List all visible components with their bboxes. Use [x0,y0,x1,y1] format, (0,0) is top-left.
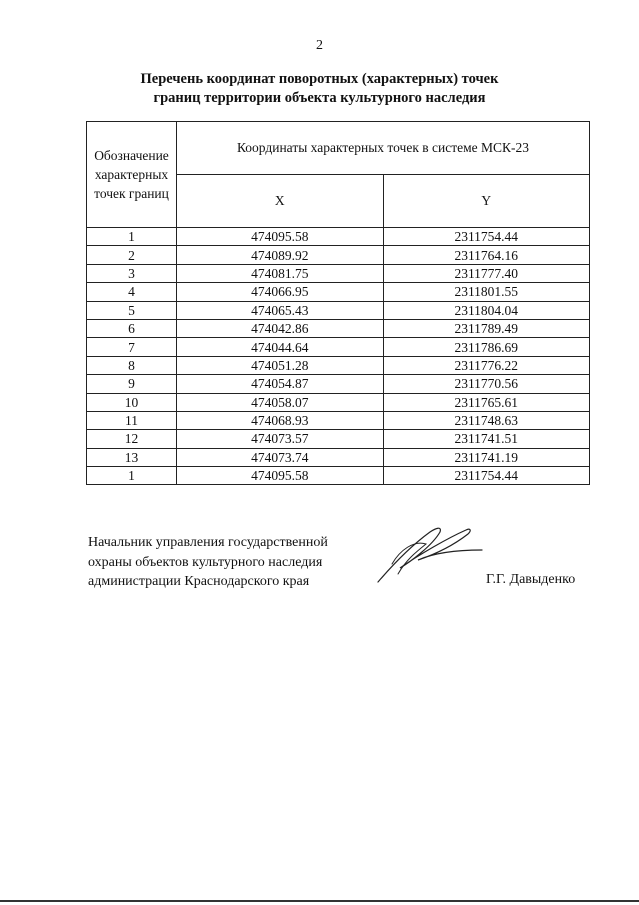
x-column-header: X [177,175,384,228]
cell-point: 5 [87,301,177,319]
page-bottom-edge [0,900,639,902]
cell-x: 474095.58 [177,228,384,246]
cell-y: 2311786.69 [383,338,590,356]
signer-title-line-2: охраны объектов культурного наследия [88,554,323,570]
cell-y: 2311776.22 [383,356,590,374]
cell-x: 474081.75 [177,264,384,282]
table-row [87,338,590,356]
y-column-header: Y [383,175,590,228]
cell-point: 3 [87,264,177,282]
table-body [87,228,590,485]
cell-y: 2311741.51 [383,430,590,448]
page-number: 2 [316,38,323,53]
table-row [87,283,590,301]
cell-point: 2 [87,246,177,264]
table-row [87,228,590,246]
table-row [87,467,590,485]
cell-point: 10 [87,393,177,411]
cell-y: 2311748.63 [383,411,590,429]
cell-x: 474068.93 [177,411,384,429]
cell-y: 2311764.16 [383,246,590,264]
cell-y: 2311770.56 [383,375,590,393]
coordinates-group-header: Координаты характерных точек в системе МСК-23 [177,122,590,175]
cell-y: 2311777.40 [383,264,590,282]
cell-x: 474042.86 [177,319,384,337]
cell-y: 2311754.44 [383,467,590,485]
cell-point: 12 [87,430,177,448]
document-title [0,70,639,108]
cell-x: 474073.57 [177,430,384,448]
cell-point: 13 [87,448,177,466]
cell-y: 2311789.49 [383,319,590,337]
signer-title-line-1: Начальник управления государственной [88,535,328,550]
signer-name: Г.Г. Давыденко [486,572,576,587]
cell-x: 474066.95 [177,283,384,301]
table-row [87,411,590,429]
table-row [87,430,590,448]
cell-y: 2311754.44 [383,228,590,246]
cell-point: 4 [87,283,177,301]
table-row [87,301,590,319]
table-row [87,356,590,374]
title-line-2: границ территории объекта культурного наследия [153,90,486,106]
cell-point: 9 [87,375,177,393]
coordinates-table [86,121,590,485]
table-row [87,393,590,411]
cell-x: 474054.87 [177,375,384,393]
table-row [87,319,590,337]
cell-point: 7 [87,338,177,356]
cell-y: 2311801.55 [383,283,590,301]
cell-point: 8 [87,356,177,374]
cell-x: 474073.74 [177,448,384,466]
handwritten-signature [370,520,490,590]
cell-x: 474065.43 [177,301,384,319]
cell-x: 474095.58 [177,467,384,485]
signature-block [88,533,328,592]
signer-title-line-3: администрации Краснодарского края [88,574,310,589]
point-designation-header: Обозначение характерных точек границ [87,122,177,228]
table-row [87,246,590,264]
cell-x: 474051.28 [177,356,384,374]
table-row [87,375,590,393]
cell-x: 474089.92 [177,246,384,264]
cell-x: 474058.07 [177,393,384,411]
cell-point: 6 [87,319,177,337]
cell-y: 2311765.61 [383,393,590,411]
table-row [87,448,590,466]
cell-point: 1 [87,467,177,485]
cell-point: 11 [87,411,177,429]
cell-x: 474044.64 [177,338,384,356]
cell-y: 2311804.04 [383,301,590,319]
cell-point: 1 [87,228,177,246]
title-line-1: Перечень координат поворотных (характерных) точек [140,71,499,87]
cell-y: 2311741.19 [383,448,590,466]
table-row [87,264,590,282]
